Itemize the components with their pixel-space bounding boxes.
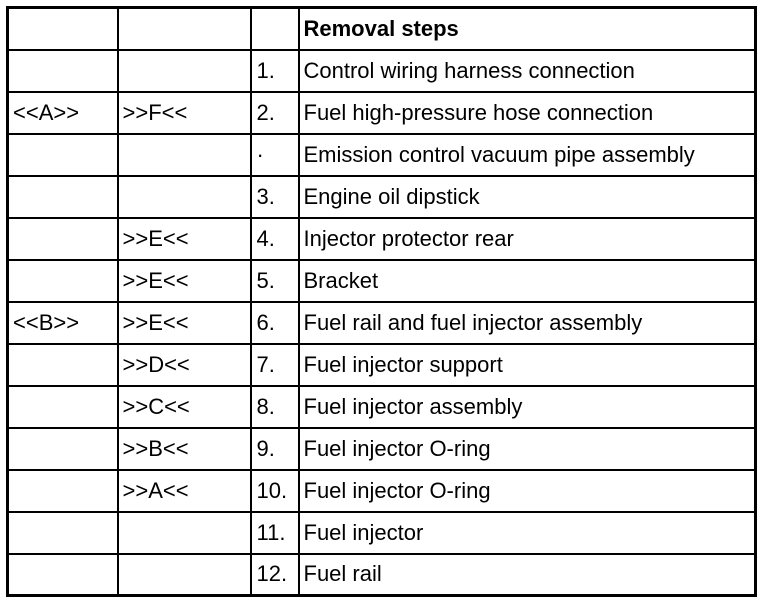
- table-row: [8, 176, 756, 218]
- removal-note-cell: >>C<<: [118, 386, 251, 428]
- installation-note-cell: [8, 554, 118, 596]
- removal-note-cell: [118, 50, 251, 92]
- step-number-cell: 7.: [251, 344, 299, 386]
- step-description-cell: Fuel injector O-ring: [299, 470, 756, 512]
- table-row: [8, 92, 756, 134]
- step-description-cell: Control wiring harness connection: [299, 50, 756, 92]
- table-row: [8, 344, 756, 386]
- step-description-cell: Injector protector rear: [299, 218, 756, 260]
- step-description-cell: Bracket: [299, 260, 756, 302]
- step-number-cell: 1.: [251, 50, 299, 92]
- removal-note-cell: [118, 176, 251, 218]
- installation-note-cell: <<B>>: [8, 302, 118, 344]
- installation-note-cell: [8, 428, 118, 470]
- removal-note-cell: >>B<<: [118, 428, 251, 470]
- step-description-cell: Fuel injector O-ring: [299, 428, 756, 470]
- table-row: [8, 302, 756, 344]
- step-number-cell: 3.: [251, 176, 299, 218]
- table-row: [8, 512, 756, 554]
- table-row: [8, 260, 756, 302]
- header-cell-number: [251, 8, 299, 50]
- table-header-row: [8, 8, 756, 50]
- table-row: [8, 554, 756, 596]
- table-row: [8, 218, 756, 260]
- step-description-cell: Fuel injector support: [299, 344, 756, 386]
- installation-note-cell: [8, 470, 118, 512]
- removal-steps-table: [6, 6, 757, 597]
- installation-note-cell: [8, 512, 118, 554]
- step-description-cell: Emission control vacuum pipe assembly: [299, 134, 756, 176]
- step-number-cell: 12.: [251, 554, 299, 596]
- header-cell-removal: [118, 8, 251, 50]
- table-row: [8, 428, 756, 470]
- installation-note-cell: [8, 218, 118, 260]
- table-row: [8, 386, 756, 428]
- installation-note-cell: [8, 344, 118, 386]
- table-row: [8, 470, 756, 512]
- step-description-cell: Fuel rail: [299, 554, 756, 596]
- table-body: [8, 50, 756, 596]
- removal-note-cell: [118, 134, 251, 176]
- step-description-cell: Engine oil dipstick: [299, 176, 756, 218]
- removal-note-cell: >>E<<: [118, 302, 251, 344]
- installation-note-cell: [8, 260, 118, 302]
- header-cell-installation: [8, 8, 118, 50]
- step-number-cell: 6.: [251, 302, 299, 344]
- removal-note-cell: [118, 512, 251, 554]
- header-cell-removal-steps: Removal steps: [299, 8, 756, 50]
- installation-note-cell: <<A>>: [8, 92, 118, 134]
- step-number-cell: 10.: [251, 470, 299, 512]
- step-description-cell: Fuel rail and fuel injector assembly: [299, 302, 756, 344]
- table-row: [8, 134, 756, 176]
- step-number-cell: ·: [251, 134, 299, 176]
- step-number-cell: 11.: [251, 512, 299, 554]
- removal-note-cell: >>D<<: [118, 344, 251, 386]
- table-row: [8, 50, 756, 92]
- step-description-cell: Fuel injector: [299, 512, 756, 554]
- installation-note-cell: [8, 50, 118, 92]
- removal-note-cell: >>E<<: [118, 218, 251, 260]
- installation-note-cell: [8, 176, 118, 218]
- installation-note-cell: [8, 386, 118, 428]
- step-description-cell: Fuel injector assembly: [299, 386, 756, 428]
- step-number-cell: 9.: [251, 428, 299, 470]
- removal-note-cell: >>A<<: [118, 470, 251, 512]
- step-description-cell: Fuel high-pressure hose connection: [299, 92, 756, 134]
- step-number-cell: 5.: [251, 260, 299, 302]
- removal-note-cell: >>F<<: [118, 92, 251, 134]
- step-number-cell: 8.: [251, 386, 299, 428]
- removal-note-cell: >>E<<: [118, 260, 251, 302]
- removal-steps-table-container: [6, 6, 754, 594]
- step-number-cell: 4.: [251, 218, 299, 260]
- installation-note-cell: [8, 134, 118, 176]
- removal-note-cell: [118, 554, 251, 596]
- step-number-cell: 2.: [251, 92, 299, 134]
